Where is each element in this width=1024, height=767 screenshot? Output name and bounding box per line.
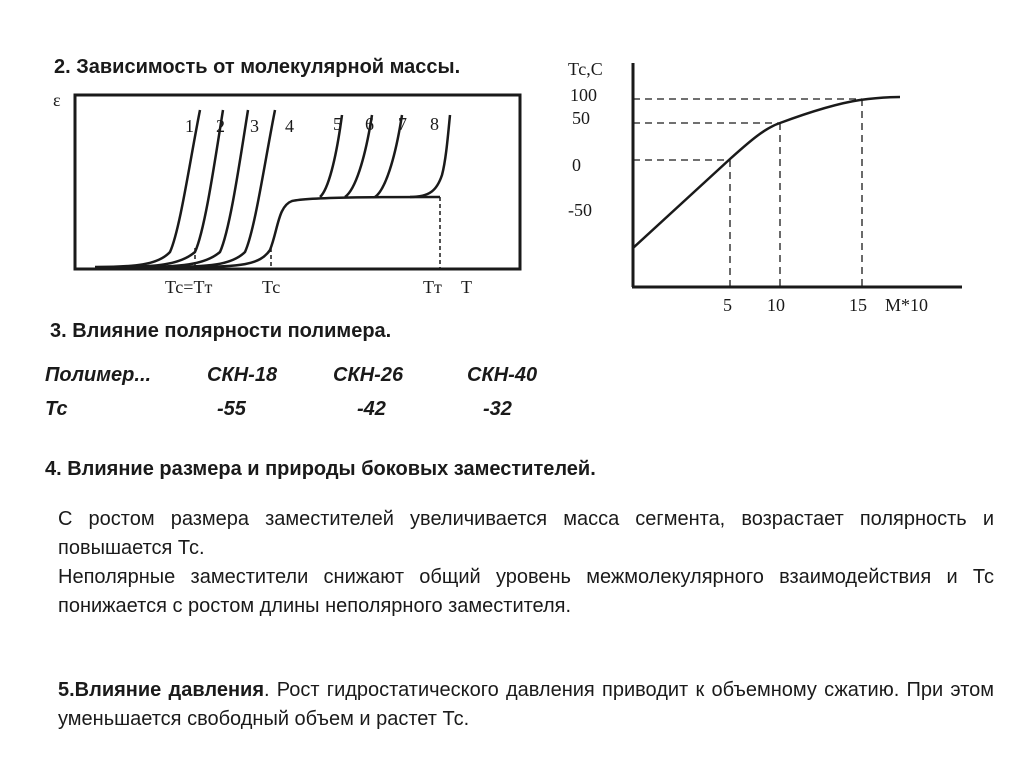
section-5-text: . Рост гидростатического давления приводит к объемному сжатию. При этом уменьшается свободный объем и растет Тс.	[58, 679, 995, 730]
section-2-heading: 2. Зависимость от молекулярной массы.	[54, 56, 461, 78]
y-tick-0: 0	[572, 155, 581, 175]
label-tc-eq-tt: Тс=Тт	[165, 277, 213, 297]
tc-vs-mass-graph	[560, 55, 980, 325]
y-tick-100: 100	[570, 85, 597, 105]
curve-number-4: 4	[285, 116, 294, 136]
table-header-skn18: СКН-18	[207, 364, 278, 386]
section-4-heading: 4. Влияние размера и природы боковых заместителей.	[45, 458, 596, 480]
curve-number-3: 3	[250, 116, 259, 136]
section-3-heading: 3. Влияние полярности полимера.	[50, 320, 392, 342]
curve-number-7: 7	[398, 114, 407, 134]
y-axis-label: Тс,С	[568, 59, 603, 79]
curve-number-1: 1	[185, 116, 194, 136]
table-row-tc-label: Тс	[45, 398, 68, 420]
graph-y-label: ε	[53, 90, 61, 110]
curve-number-2: 2	[216, 116, 225, 136]
section-4-paragraph-2: Неполярные заместители снижают общий уровень межмолекулярного взаимодействия и Тс понижается с ростом длины неполярного заместителя.	[58, 566, 994, 617]
table-header-polymer: Полимер...	[45, 364, 152, 386]
graph-frame	[75, 95, 520, 269]
table-value-skn18: -55	[217, 398, 246, 420]
label-t: Т	[461, 277, 472, 297]
tc-curve	[633, 97, 900, 248]
table-value-skn40: -32	[483, 398, 512, 420]
table-header-skn40: СКН-40	[467, 364, 538, 386]
section-5-paragraph	[58, 676, 994, 734]
curve-number-5: 5	[333, 114, 342, 134]
curve-2	[115, 110, 223, 267]
x-tick-10: 10	[767, 295, 785, 315]
section-5-heading: 5.Влияние давления	[58, 679, 264, 701]
y-tick-minus-50: -50	[568, 200, 592, 220]
x-axis-label: M*10	[885, 295, 929, 315]
deformation-temperature-graph	[40, 80, 540, 310]
label-tt: Тт	[423, 277, 442, 297]
table-value-skn26: -42	[357, 398, 386, 420]
section-4-paragraph-1: С ростом размера заместителей увеличивается масса сегмента, возрастает полярность и повышается Тс.	[58, 508, 994, 559]
label-tc: Тс	[262, 277, 281, 297]
curve-number-8: 8	[430, 114, 439, 134]
y-tick-50: 50	[572, 108, 590, 128]
x-tick-5: 5	[723, 295, 732, 315]
table-header-skn26: СКН-26	[333, 364, 404, 386]
x-tick-15: 15	[849, 295, 867, 315]
curve-number-6: 6	[365, 114, 374, 134]
